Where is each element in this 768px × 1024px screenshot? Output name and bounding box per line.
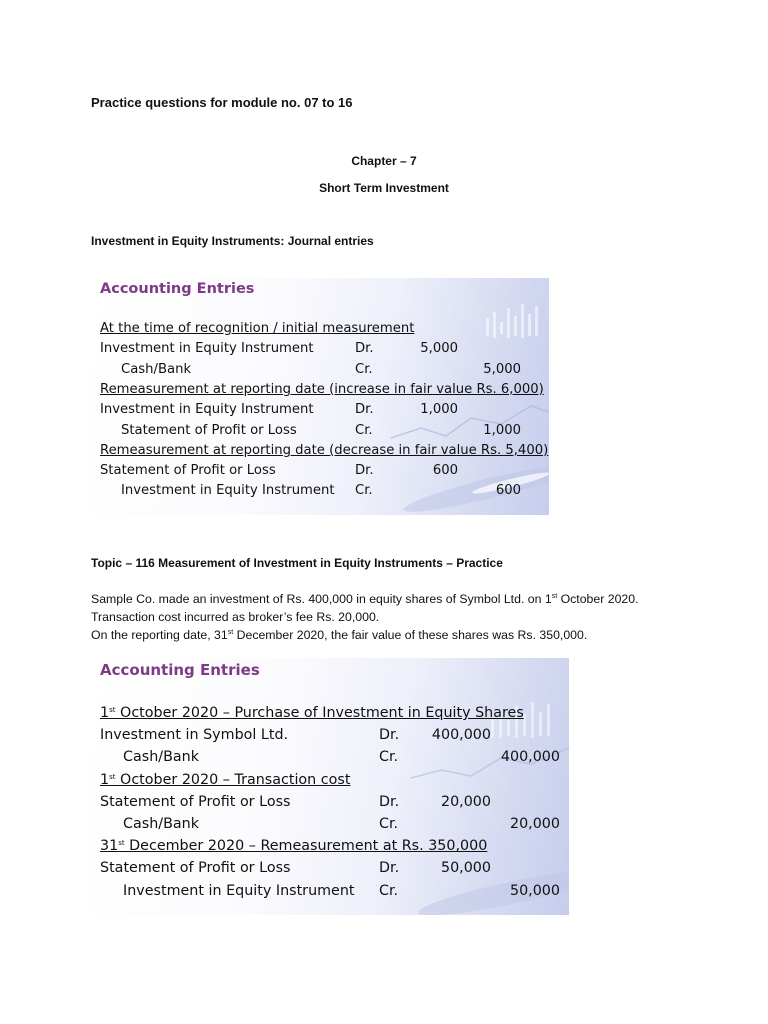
entry-heading-text: Remeasurement at reporting date (increase in fair value Rs. 6,000) — [100, 381, 544, 397]
debit-amount: 400,000 — [431, 727, 491, 744]
accounting-entries-panel-2 — [91, 658, 569, 915]
journal-entry-row — [91, 727, 569, 749]
credit-amount: 20,000 — [509, 816, 560, 832]
account-name: Investment in Equity Instrument — [123, 882, 355, 899]
dr-cr-marker: Cr. — [355, 422, 373, 438]
account-name: Statement of Profit or Loss — [100, 860, 291, 877]
journal-entry-row — [91, 816, 569, 838]
paragraph-line: Transaction cost incurred as broker’s fee Rs. 20,000. — [91, 610, 380, 624]
entry-heading-text: At the time of recognition / initial measurement — [100, 321, 415, 336]
question-paragraph — [91, 590, 731, 644]
entry-heading — [91, 838, 569, 860]
account-name: Investment in Equity Instrument — [121, 483, 335, 499]
journal-entry-row — [91, 463, 549, 483]
chapter-heading: Chapter – 7 — [351, 154, 417, 168]
dr-cr-marker: Dr. — [379, 793, 400, 810]
page-title: Practice questions for module no. 07 to 16 — [91, 95, 353, 110]
chapter-subtitle: Short Term Investment — [319, 181, 449, 195]
account-name: Statement of Profit or Loss — [100, 463, 276, 479]
credit-amount: 5,000 — [483, 361, 521, 377]
dr-cr-marker: Dr. — [379, 727, 400, 744]
entry-heading — [91, 443, 549, 463]
dr-cr-marker: Cr. — [355, 483, 373, 499]
dr-cr-marker: Cr. — [379, 816, 399, 832]
dr-cr-marker: Cr. — [379, 749, 399, 766]
accounting-entries-panel-1 — [91, 278, 549, 515]
entry-heading — [91, 705, 569, 727]
debit-amount: 20,000 — [440, 793, 491, 810]
section-heading: Investment in Equity Instruments: Journal entries — [91, 234, 374, 248]
journal-entry-row — [91, 860, 569, 882]
dr-cr-marker: Dr. — [379, 860, 400, 877]
debit-amount: 5,000 — [420, 341, 458, 357]
debit-amount: 1,000 — [420, 402, 458, 418]
paragraph-line: Sample Co. made an investment of Rs. 400,000 in equity shares of Symbol Ltd. on 1st October 2020. — [91, 592, 639, 606]
dr-cr-marker: Cr. — [355, 361, 373, 377]
panel-heading: Accounting Entries — [100, 661, 260, 679]
journal-entry-row — [91, 341, 549, 361]
credit-amount: 400,000 — [500, 749, 560, 766]
credit-amount: 1,000 — [483, 422, 521, 438]
entry-heading — [91, 382, 549, 402]
account-name: Cash/Bank — [123, 749, 199, 766]
paragraph-line: On the reporting date, 31st December 2020, the fair value of these shares was Rs. 350,000. — [91, 628, 588, 642]
account-name: Investment in Equity Instrument — [100, 341, 314, 357]
entry-heading-text: Remeasurement at reporting date (decrease in fair value Rs. 5,400) — [100, 442, 549, 458]
panel-heading: Accounting Entries — [100, 281, 255, 297]
account-name: Statement of Profit or Loss — [121, 422, 297, 438]
account-name: Cash/Bank — [121, 361, 192, 377]
debit-amount: 600 — [432, 463, 458, 479]
dr-cr-marker: Cr. — [379, 882, 399, 899]
debit-amount: 50,000 — [440, 860, 491, 877]
entry-heading — [91, 772, 569, 794]
dr-cr-marker: Dr. — [355, 402, 374, 418]
journal-entry-row — [91, 749, 569, 771]
journal-entry-row — [91, 883, 569, 905]
journal-entry-row — [91, 423, 549, 443]
topic-heading: Topic – 116 Measurement of Investment in Equity Instruments – Practice — [91, 556, 503, 570]
journal-entry-row — [91, 362, 549, 382]
entry-heading — [91, 321, 549, 341]
entry-heading-text: 31st December 2020 – Remeasurement at Rs. 350,000 — [100, 838, 488, 855]
dr-cr-marker: Dr. — [355, 463, 374, 479]
entry-heading-text: 1st October 2020 – Transaction cost — [100, 771, 351, 788]
account-name: Statement of Profit or Loss — [100, 793, 291, 810]
account-name: Investment in Equity Instrument — [100, 402, 314, 418]
credit-amount: 600 — [495, 483, 521, 499]
journal-entry-row — [91, 794, 569, 816]
dr-cr-marker: Dr. — [355, 341, 374, 357]
account-name: Cash/Bank — [123, 816, 199, 832]
entry-heading-text: 1st October 2020 – Purchase of Investment in Equity Shares — [100, 705, 524, 721]
journal-entry-row — [91, 402, 549, 422]
credit-amount: 50,000 — [509, 882, 560, 899]
account-name: Investment in Symbol Ltd. — [100, 727, 289, 744]
journal-entry-row — [91, 483, 549, 503]
